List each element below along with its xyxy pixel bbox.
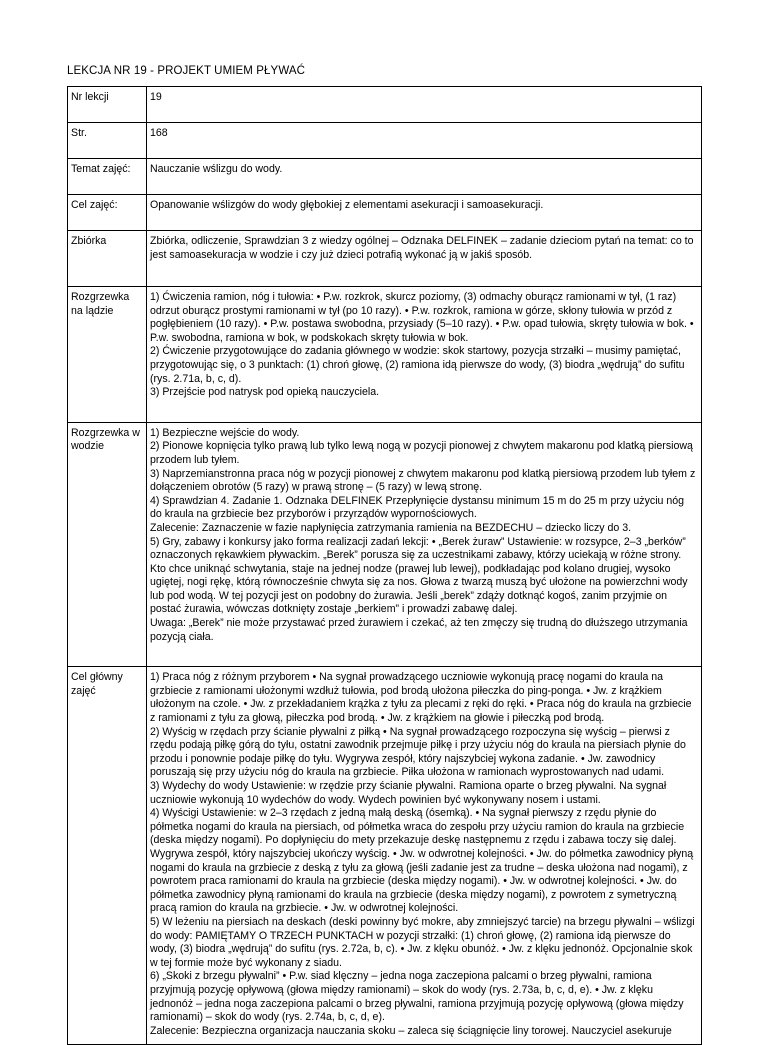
row-content-topic: Nauczanie wślizgu do wody.: [147, 159, 702, 195]
document-title: LEKCJA NR 19 - PROJEKT UMIEM PŁYWAĆ: [67, 65, 306, 77]
row-content-main-goal: 1) Praca nóg z różnym przyborem • Na sygnał prowadzącego uczniowie wykonują pracę nogami do kraula na grzbiecie z ramionami ułożonymi wzdłuż tułowia, pod brodą ułożona piłeczka do ping-ponga. • Jw. z krążkiem ułożonym na czole. • Jw. z przekładaniem krążka z tyłu za plecami z ręki do ręki. • Praca nóg do kraula na grzbiecie z ramionami z tyłu za głową, piłeczka pod brodą. • Jw. z krążkiem na głowie i piłeczką pod brodą. 2) Wyścig w rzędach przy ścianie pływalni z piłką • Na sygnał prowadzącego rozpoczyna się wyścig – pierwsi z rzędu podają piłkę górą do tyłu, ostatni zawodnik przejmuje piłkę i przy użyciu nóg do kraula na piersiach płynie do przodu i ponownie podaje piłkę do tyłu. Wygrywa zespół, który najszybciej wykona zadanie. • Jw. zawodnicy poruszają się przy użyciu nóg do kraula na grzbiecie. Piłka ułożona w ramionach wyprostowanych nad udami. 3) Wydechy do wody Ustawienie: w rzędzie przy ścianie pływalni. Ramiona oparte o brzeg pływalni. Na sygnał uczniowie wykonują 10 wydechów do wody. Wydech powinien być wykonywany nosem i ustami. 4) Wyścigi Ustawienie: w 2–3 rzędach z jedną małą deską (ósemką). • Na sygnał pierwszy z rzędu płynie do półmetka nogami do kraula na piersiach, od półmetka wraca do zespołu przy użyciu ramion do kraula na grzbiecie (deska między nogami). Po dopłynięciu do mety przekazuje deskę następnemu z rzędu i zabawa toczy się dalej. Wygrywa zespół, który najszybciej ukończy wyścig. • Jw. w odwrotnej kolejności. • Jw. do półmetka zawodnicy płyną nogami do kraula na grzbiecie z deską z tyłu za głową (jeśli zadanie jest za trudne – deska ułożona nad nogami), z powrotem praca ramionami do kraula na grzbiecie (deska między nogami). • Jw. w odwrotnej kolejności. • Jw. do półmetka zawodnicy płyną ramionami do kraula na grzbiecie (deska między nogami), z powrotem z symetryczną pracą ramion do kraula na grzbiecie. • Jw. w odwrotnej kolejności. 5) W leżeniu na piersiach na deskach (deski powinny być mokre, aby zmniejszyć tarcie) na brzegu pływalni – wślizgi do wody: PAMIĘTAMY O TRZECH PUNKTACH w pozycji strzałki: (1) chroń głowę, (2) ramiona idą pierwsze do wody, (3) biodra „wędrują” do sufitu (rys. 2.72a, b, c). • Jw. z klęku obunóż. • Jw. z klęku jednonóż. Opcjonalnie skok w tej formie może być wykonany z siadu. 6) „Skoki z brzegu pływalni” • P.w. siad klęczny – jedna noga zaczepiona palcami o brzeg pływalni, ramiona przyjmują pozycję opływową (głowa między ramionami) – skok do wody (rys. 2.73a, b, c, d, e). • Jw. z klęku jednonóż – jedna noga zaczepiona palcami o brzeg pływalni, ramiona przyjmują pozycję opływową (głowa między ramionami) – skok do wody (rys. 2.74a, b, c, d, e). Zalecenie: Bezpieczna organizacja nauczania skoku – zaleca się ściągnięcie liny torowej. Nauczyciel asekuruje: [147, 667, 702, 1045]
row-label-topic: Temat zajęć:: [68, 159, 147, 195]
table-row: [68, 123, 702, 159]
row-label-land-warmup: Rozgrzewka na lądzie: [68, 287, 147, 423]
table-row: [68, 667, 702, 1045]
row-label-water-warmup: Rozgrzewka w wodzie: [68, 422, 147, 667]
table-row: [68, 422, 702, 667]
table-row: [68, 159, 702, 195]
row-content-water-warmup: 1) Bezpieczne wejście do wody. 2) Pionowe kopnięcia tylko prawą lub tylko lewą nogą w pozycji pionowej z chwytem makaronu pod klatką piersiową przodem lub tyłem. 3) Naprzemianstronna praca nóg w pozycji pionowej z chwytem makaronu pod klatką piersiową przodem lub tyłem z dołączeniem obrotów (5 razy) w prawą stronę – (5 razy) w lewą stronę. 4) Sprawdzian 4. Zadanie 1. Odznaka DELFINEK Przepłynięcie dystansu minimum 15 m do 25 m przy użyciu nóg do kraula na grzbiecie bez przyborów i przyrządów wypornościowych. Zalecenie: Zaznaczenie w fazie napłynięcia zatrzymania ramienia na BEZDECHU – dziecko liczy do 3. 5) Gry, zabawy i konkursy jako forma realizacji zadań lekcji: • „Berek żuraw” Ustawienie: w rozsypce, 2–3 „berków” oznaczonych rękawkiem pływackim. „Berek” porusza się za uczestnikami zabawy, którzy uciekają w różne strony. Kto chce uniknąć schwytania, staje na jednej nodze (prawej lub lewej), podkładając pod kolano drugiej, wysoko ugiętej, nogi rękę, którą równocześnie chwyta się za nos. Głowa z twarzą muszą być ułożone na powierzchni wody lub pod wodą. W tej pozycji jest on podobny do żurawia. Jeśli „berek” zdąży dotknąć kogoś, zanim przyjmie on postać żurawia, wówczas dotknięty zostaje „berkiem” i prowadzi zabawę dalej. Uwaga: „Berek” nie może przystawać przed żurawiem i czekać, aż ten zmęczy się trudną do dłuższego utrzymania pozycją ciała.: [147, 422, 702, 667]
row-content-lesson-number: 19: [147, 87, 702, 123]
row-content-land-warmup: 1) Ćwiczenia ramion, nóg i tułowia: • P.w. rozkrok, skurcz poziomy, (3) odmachy oburącz ramionami w tył, (1 raz) odrzut oburącz prostymi ramionami w tył (po 10 razy). • P.w. rozkrok, ramiona w górze, skłony tułowia w przód z pogłębieniem (10 razy). • P.w. postawa swobodna, przysiady (5–10 razy). • P.w. opad tułowia, skręty tułowia w bok. • P.w. swobodna, ramiona w bok, w podskokach skręty tułowia w bok. 2) Ćwiczenie przygotowujące do zadania głównego w wodzie: skok startowy, pozycja strzałki – musimy pamiętać, przygotowując się, o 3 punktach: (1) chroń głowę, (2) ramiona idą pierwsze do wody, (3) biodra „wędrują” do sufitu (rys. 2.71a, b, c, d). 3) Przejście pod natrysk pod opieką nauczyciela.: [147, 287, 702, 423]
row-content-assembly: Zbiórka, odliczenie, Sprawdzian 3 z wiedzy ogólnej – Odznaka DELFINEK – zadanie dzieciom pytań na temat: co to jest samoasekuracja w wodzie i czy już dzieci potrafią wykonać ją w jakiś sposób.: [147, 231, 702, 287]
row-label-page: Str.: [68, 123, 147, 159]
table-row: [68, 231, 702, 287]
table-row: [68, 287, 702, 423]
table-row: [68, 87, 702, 123]
row-label-lesson-number: Nr lekcji: [68, 87, 147, 123]
lesson-table: [67, 86, 702, 1045]
table-row: [68, 195, 702, 231]
row-content-goal: Opanowanie wślizgów do wody głębokiej z elementami asekuracji i samoasekuracji.: [147, 195, 702, 231]
row-label-assembly: Zbiórka: [68, 231, 147, 287]
row-label-main-goal: Cel główny zajęć: [68, 667, 147, 1045]
row-label-goal: Cel zajęć:: [68, 195, 147, 231]
row-content-page: 168: [147, 123, 702, 159]
